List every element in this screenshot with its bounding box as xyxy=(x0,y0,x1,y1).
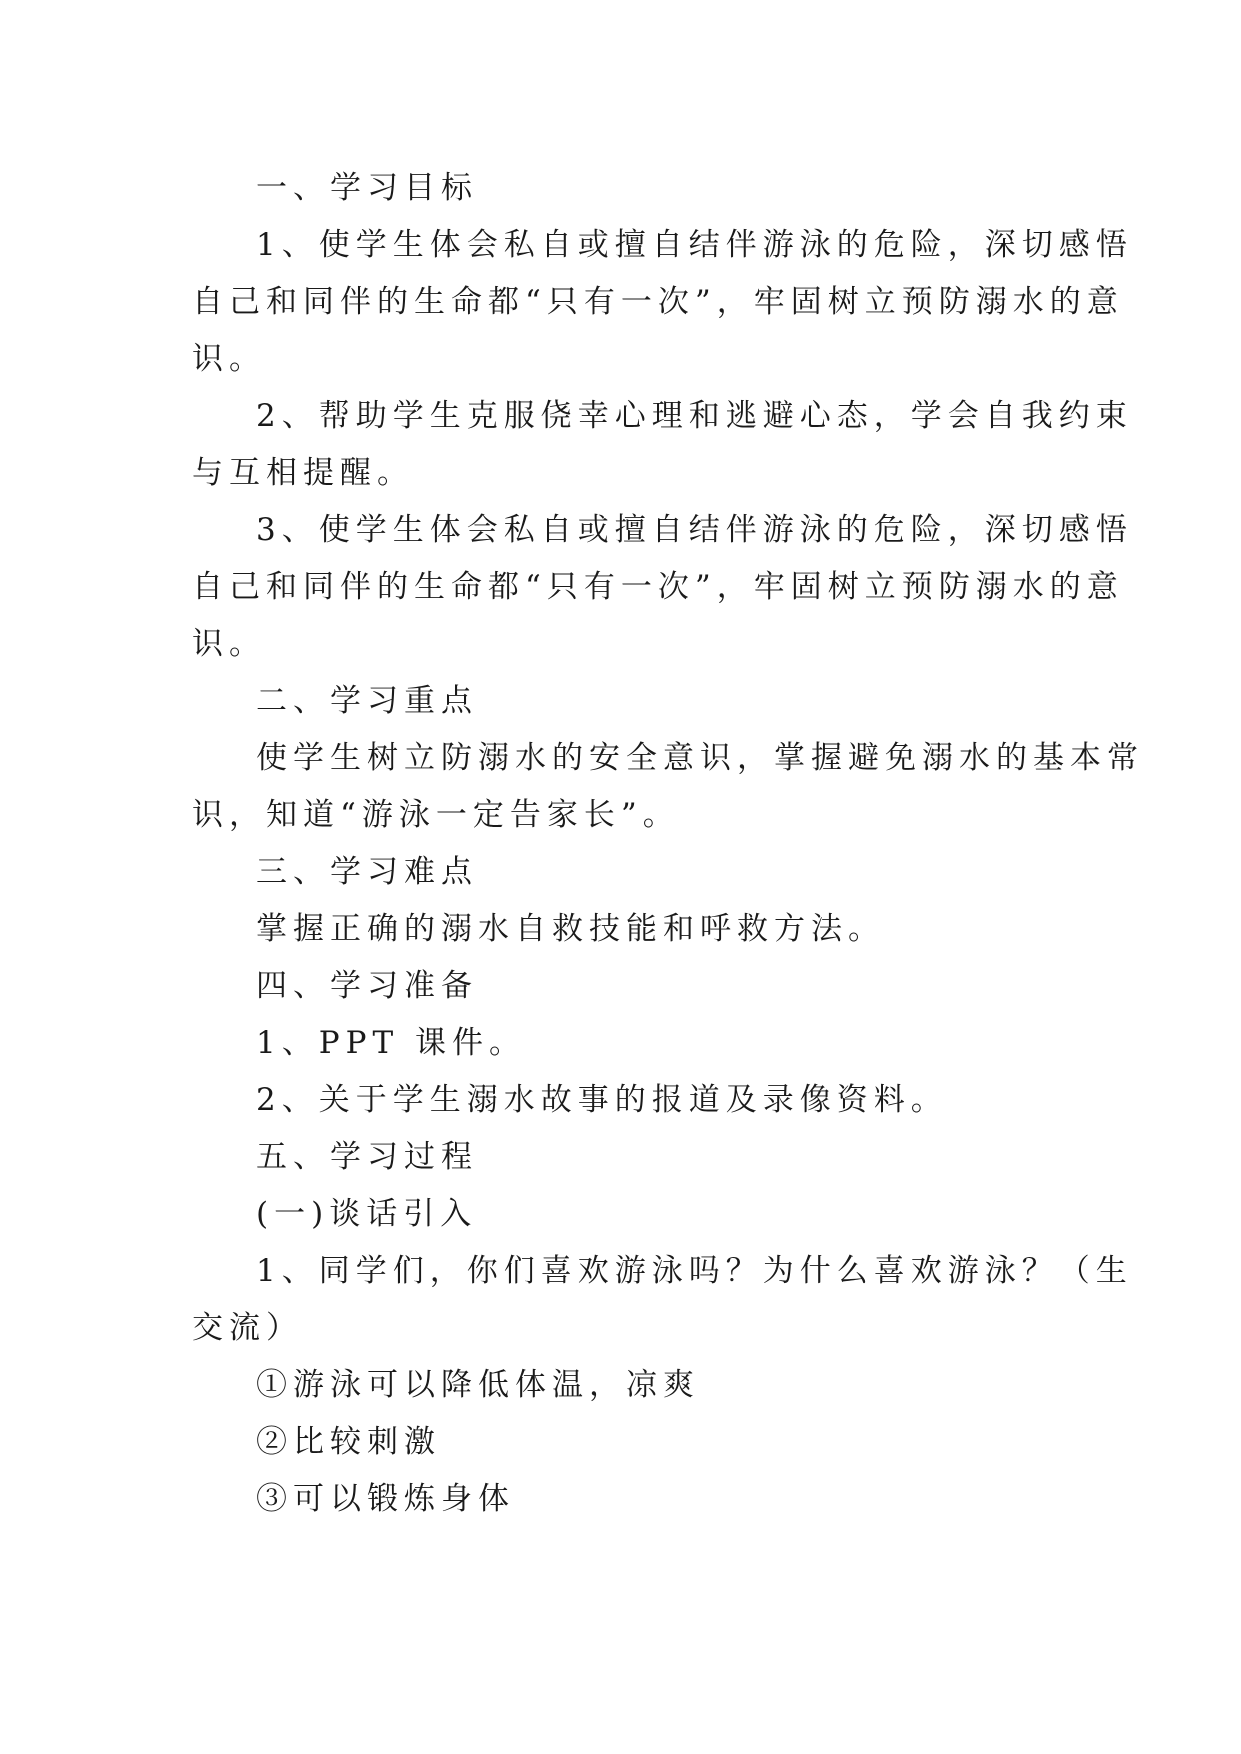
goal-1-line-2: 自己和同伴的生命都“只有一次”，牢固树立预防溺水的意 xyxy=(192,284,1124,320)
difficulties-line-1: 掌握正确的溺水自救技能和呼救方法。 xyxy=(256,911,885,947)
answer-item-1: ①游泳可以降低体温，凉爽 xyxy=(256,1367,700,1403)
key-points-line-2: 识，知道“游泳一定告家长”。 xyxy=(192,797,680,833)
goal-3-line-3: 识。 xyxy=(192,626,266,662)
answer-item-3: ③可以锻炼身体 xyxy=(256,1481,515,1517)
section-heading-key-points: 二、学习重点 xyxy=(256,683,478,719)
preparation-item-2: 2、关于学生溺水故事的报道及录像资料。 xyxy=(256,1082,948,1118)
preparation-item-1: 1、PPT 课件。 xyxy=(256,1025,526,1061)
section-heading-difficulties: 三、学习难点 xyxy=(256,854,478,890)
key-points-line-1: 使学生树立防溺水的安全意识，掌握避免溺水的基本常 xyxy=(256,740,1144,776)
goal-3-line-1: 3、使学生体会私自或擅自结伴游泳的危险，深切感悟 xyxy=(256,512,1133,548)
goal-2-line-1: 2、帮助学生克服侥幸心理和逃避心态，学会自我约束 xyxy=(256,398,1133,434)
section-heading-preparation: 四、学习准备 xyxy=(256,968,478,1004)
process-question-line-2: 交流） xyxy=(192,1310,303,1346)
answer-item-2: ②比较刺激 xyxy=(256,1424,441,1460)
process-question-line-1: 1、同学们，你们喜欢游泳吗？为什么喜欢游泳？（生 xyxy=(256,1253,1133,1289)
goal-1-line-3: 识。 xyxy=(192,341,266,377)
process-subheading-intro: (一)谈话引入 xyxy=(256,1196,478,1232)
section-heading-goals: 一、学习目标 xyxy=(256,170,478,206)
document-body xyxy=(192,160,1144,1528)
goal-3-line-2: 自己和同伴的生命都“只有一次”，牢固树立预防溺水的意 xyxy=(192,569,1124,605)
goal-2-line-2: 与互相提醒。 xyxy=(192,455,414,491)
section-heading-process: 五、学习过程 xyxy=(256,1139,478,1175)
goal-1-line-1: 1、使学生体会私自或擅自结伴游泳的危险，深切感悟 xyxy=(256,227,1133,263)
